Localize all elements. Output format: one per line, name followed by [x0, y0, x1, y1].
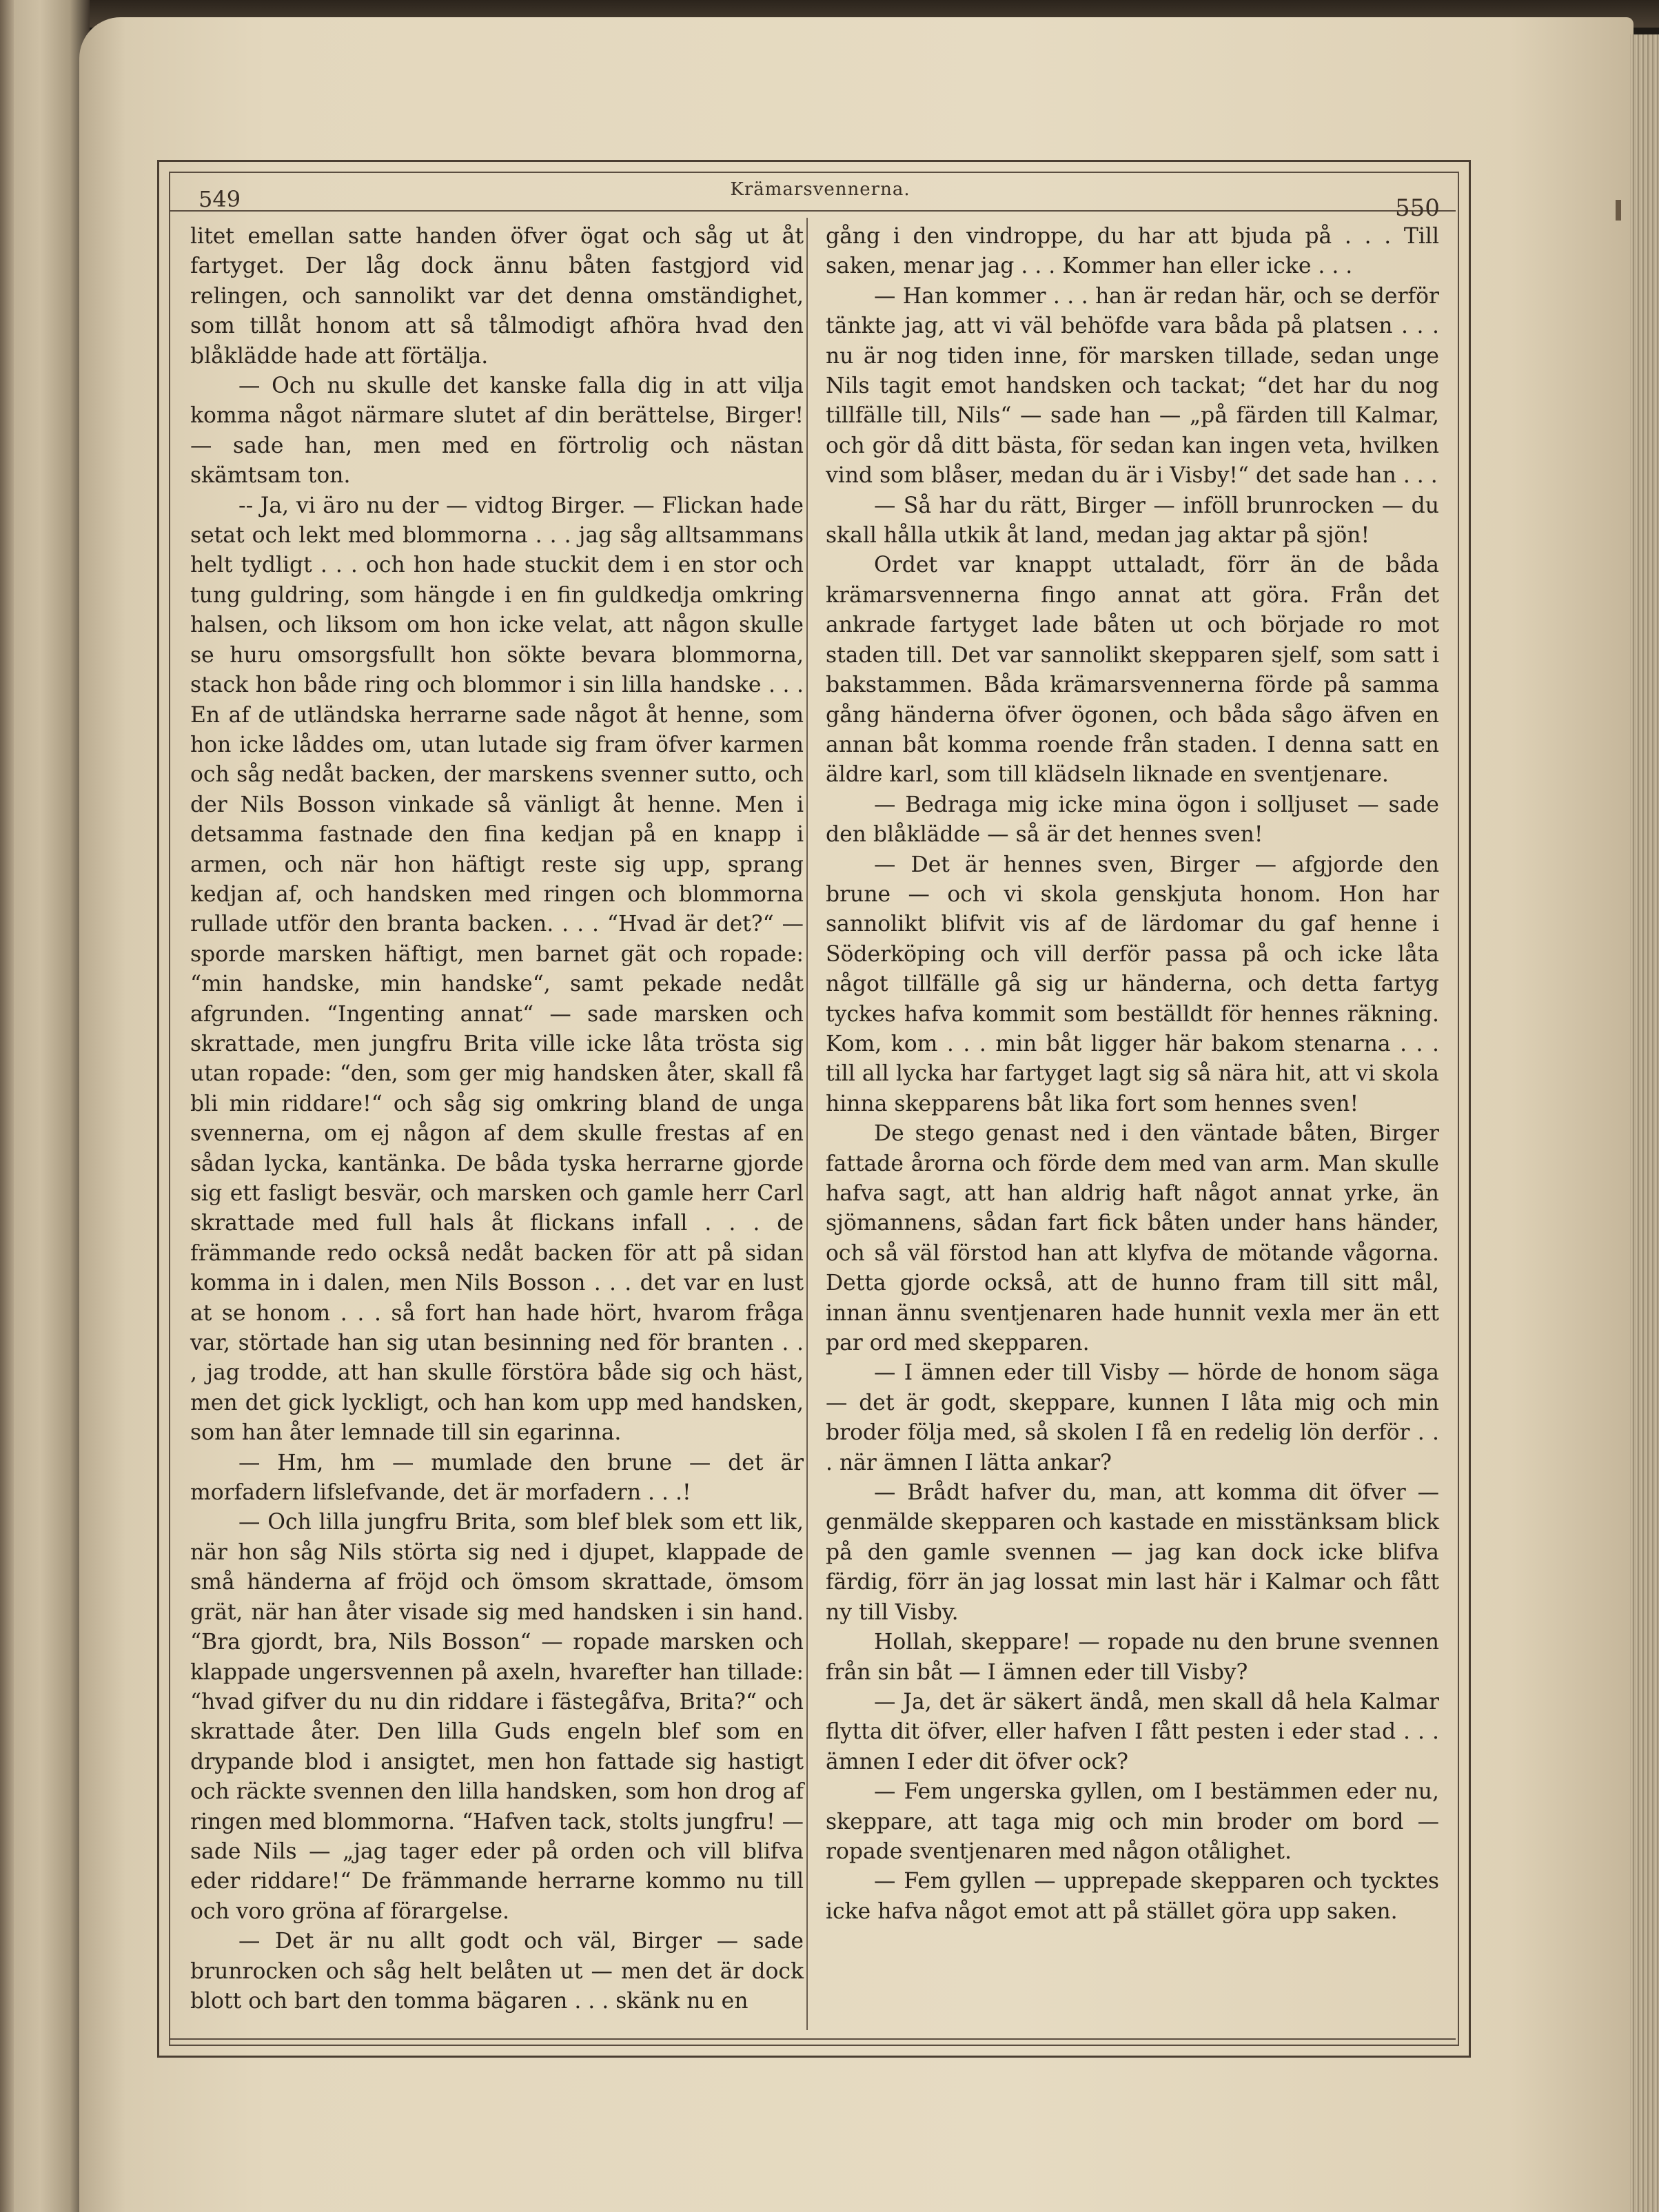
paragraph: -- Ja, vi äro nu der — vidtog Birger. — Flickan hade setat och lekt med blommorna . . . jag såg alltsammans helt tydligt . . . och hon hade stuckit dem i en stor och tung guldring, som hängde i en fin guldkedja omkring halsen, och liksom om hon icke velat, att någon skulle se huru omsorgsfullt hon sökte bevara blommorna, stack hon både ring och blommor i sin lilla handske . . . En af de utländska herrarne sade något åt henne, som hon icke låddes om, utan lutade sig fram öfver karmen och såg nedåt backen, der marskens svenner sutto, och der Nils Bosson vinkade så vänligt åt henne. Men i detsamma fastnade den fina kedjan på en knapp i armen, och när hon häftigt reste sig upp, sprang kedjan af, och handsken med ringen och blommorna rullade utför den branta backen. . . . “Hvad är det?“ — sporde marsken häftigt, men barnet gät och ropade: “min handske, min handske“, samt pekade nedåt afgrunden. “Ingenting annat“ — sade marsken och skrattade, men jungfru Brita ville icke låta trösta sig utan ropade: “den, som ger mig handsken åter, skall få bli min riddare!“ och såg sig omkring bland de unga svennerna, om ej någon af dem skulle frestas af en sådan lycka, kantänka. De båda tyska herrarne gjorde sig ett fasligt besvär, och marsken och gamle herr Carl skrattade med full hals åt flickans infall . . . de främmande redo också nedåt backen för att på sidan komma in i dalen, men Nils Bosson . . . det var en lust at se honom . . . så fort han hade hört, hvarom fråga var, störtade han sig utan besinning ned för branten . . , jag trodde, att han skulle förstöra både sig och häst, men det gick lyckligt, och han kom upp med handsken, som han åter lemnade till sin egarinna.: [190, 493, 804, 1446]
paragraph: litet emellan satte handen öfver ögat och såg ut åt fartyget. Der låg dock ännu båten fastgjord vid relingen, och sannolikt var det denna omständighet, som tillåt honom att så tålmodigt afhöra hvad den blåklädde hade att förtälja.: [190, 224, 804, 369]
paragraph: Hollah, skeppare! — ropade nu den brune svennen från sin båt — I ämnen eder till Visby?: [826, 1630, 1439, 1685]
paragraph: — Fem gyllen — upprepade skepparen och tycktes icke hafva något emot att på stället göra upp saken.: [826, 1869, 1439, 1924]
facing-page-edge: [0, 0, 90, 2212]
page-stack-edge: [1630, 34, 1659, 2212]
paragraph: — Och lilla jungfru Brita, som blef blek som ett lik, när hon såg Nils störta sig ned i djupet, klappade de små händerna af fröjd och ömsom skrattade, ömsom grät, när han åter visade sig med handsken i sin hand. “Bra gjordt, bra, Nils Bosson“ — ropade marsken och klappade ungersvennen på axeln, hvarefter han tillade: “hvad gifver du nu din riddare i fästegåfva, Brita?“ och skrattade åter. Den lilla Guds engeln blef som en drypande blod i ansigtet, men hon fattade sig hastigt och räckte svennen den lilla handsken, som hon drog af ringen med blommorna. “Hafven tack, stolts jungfru! — sade Nils — „jag tager eder på orden och vill blifva eder riddare!“ De främmande herrarne kommo nu till och voro gröna af förargelse.: [190, 1510, 804, 1924]
paragraph: — Det är nu allt godt och väl, Birger — sade brunrocken och såg helt belåten ut — men det är dock blott och bart den tomma bägaren . . . skänk nu en: [190, 1929, 804, 2014]
paragraph: gång i den vindroppe, du har att bjuda på . . . Till saken, menar jag . . . Kommer han eller icke . . .: [826, 224, 1439, 279]
right-text-column: [826, 222, 1439, 2027]
left-text-column: [190, 222, 804, 2027]
column-divider: [806, 218, 808, 2030]
paragraph: — Han kommer . . . han är redan här, och se derför tänkte jag, att vi väl behöfde vara båda på platsen . . . nu är nog tiden inne, för marsken tillade, sedan unge Nils tagit emot handsken och tackat; “det har du nog tillfälle till, Nils“ — sade han — „på färden till Kalmar, och gör då ditt bästa, för sedan kan ingen veta, hvilken vind som blåser, medan du är i Visby!“ det sade han . . .: [826, 283, 1439, 489]
paragraph: — Hm, hm — mumlade den brune — det är morfadern lifslefvande, det är morfadern . . .!: [190, 1450, 804, 1506]
paragraph: — Så har du rätt, Birger — inföll brunrocken — du skall hålla utkik åt land, medan jag aktar på sjön!: [826, 493, 1439, 549]
running-title: Krämarsvennerna.: [730, 179, 910, 200]
paragraph: — Fem ungerska gyllen, om I bestämmen eder nu, skeppare, att taga mig och min broder om bord — ropade sventjenaren med någon otålighet.: [826, 1779, 1439, 1864]
bottom-rule: [170, 2038, 1456, 2040]
paragraph: — Det är hennes sven, Birger — afgjorde den brune — och vi skola genskjuta honom. Hon har sannolikt blifvit vis af de lärdomar du gaf henne i Söderköping och vill derför passa på och icke låta något tillfälle gå sig ur händerna, och detta fartyg tyckes hafva kommit som beställdt för hennes räkning. Kom, kom . . . min båt ligger här bakom stenarna . . . till all lycka har fartyget lagt sig så nära hit, att vi skola hinna skepparens båt lika fort som hennes sven!: [826, 852, 1439, 1116]
header-rule: [170, 210, 1456, 212]
page-fold: [0, 0, 14, 2212]
right-page-number: 550: [1395, 194, 1440, 222]
paragraph: Ordet var knappt uttaladt, förr än de båda krämarsvennerna fingo annat att göra. Från det ankrade fartyget lade båten ut och började ro mot staden till. Det var sannolikt skepparen sjelf, som satt i bakstammen. Båda krämarsvennerna förde på samma gång händerna öfver ögonen, och båda sågo äfven en annan båt komma roende från staden. I denna satt en äldre karl, som till klädseln liknade en sventjenare.: [826, 553, 1439, 788]
left-page-number: 549: [199, 186, 241, 212]
paragraph: — Och nu skulle det kanske falla dig in att vilja komma något närmare slutet af din berättelse, Birger! — sade han, men med en förtrolig och nästan skämtsam ton.: [190, 373, 804, 489]
paragraph: — Brådt hafver du, man, att komma dit öfver — genmälde skepparen och kastade en misstänksam blick på den gamle svennen — jag kan dock icke blifva färdig, förr än jag lossat min last här i Kalmar och fått ny till Visby.: [826, 1480, 1439, 1625]
paragraph: — I ämnen eder till Visby — hörde de honom säga — det är godt, skeppare, kunnen I låta mig och min broder följa med, så skolen I få en redelig lön derför . . . när ämnen I lätta ankar?: [826, 1360, 1439, 1475]
paragraph: — Bedraga mig icke mina ögon i solljuset — sade den blåklädde — så är det hennes sven!: [826, 792, 1439, 848]
page-edge-mark: [1616, 200, 1621, 221]
paragraph: De stego genast ned i den väntade båten, Birger fattade årorna och förde dem med van arm. Man skulle hafva sagt, att han aldrig haft något annat yrke, än sjömannens, sådan fart fick båten under hans händer, och så väl förstod han att klyfva de mötande vågorna. Detta gjorde också, att de hunno fram till sitt mål, innan ännu sventjenaren hade hunnit vexla mer än ett par ord med skepparen.: [826, 1121, 1439, 1356]
paragraph: — Ja, det är säkert ändå, men skall då hela Kalmar flytta dit öfver, eller hafven I fått pesten i eder stad . . . ämnen I eder dit öfver ock?: [826, 1689, 1439, 1774]
